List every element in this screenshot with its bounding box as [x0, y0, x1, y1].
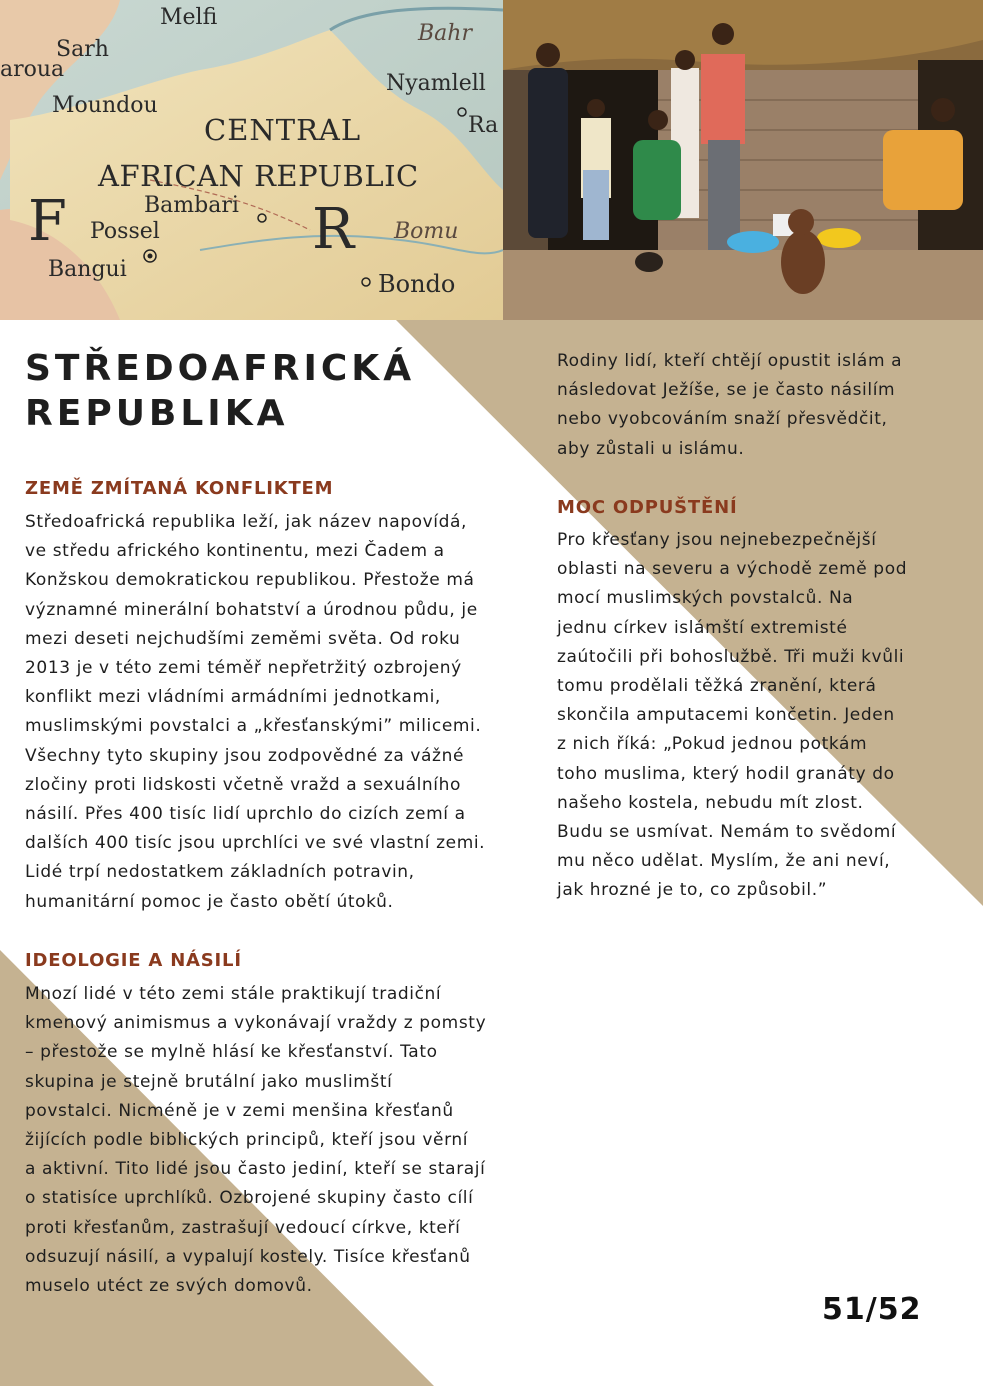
title-line-2: REPUBLIKA: [25, 393, 289, 434]
map-label: CENTRAL: [204, 113, 362, 147]
map-label: Sarh: [56, 37, 109, 62]
map-label: R: [312, 197, 355, 262]
map-label: AFRICAN REPUBLIC: [98, 159, 419, 193]
title-line-1: STŘEDOAFRICKÁ: [25, 348, 416, 389]
map-label: Bondo: [378, 270, 456, 298]
map-label: Bambari: [144, 193, 239, 218]
map-label: Nyamlell: [386, 71, 486, 96]
map-label: Bangui: [48, 257, 127, 282]
map-label: aroua: [0, 57, 65, 82]
map-photo: [0, 0, 503, 320]
section-body-families: Rodiny lidí, kteří chtějí opustit islám a následovat Ježíše, se je často násilím nebo vyobcováním snaží přesvědčit, aby zůstali u islámu.: [557, 351, 903, 459]
map-label: Bomu: [394, 219, 459, 244]
section-body-conflict: Středoafrická republika leží, jak název napovídá, ve středu afrického kontinentu, mezi Čadem a Konžskou demokratickou republikou. Přestože má významné minerální bohatství a úrodnou půdu, je mezi deseti nejchudšími zeměmi světa. Od roku 2013 je v této zemi téměř nepřetržitý ozbrojený konflikt mezi vládními armádními jednotkami, muslimskými povstalci a „křesťanskými” milicemi. Všechny tyto skupiny jsou zodpovědné za vážné zločiny proti lidskosti včetně vražd a sexuálního násilí. Přes 400 tisíc lidí uprchlo do cizích zemí a dalších 400 tisíc jsou uprchlíci ve své vlastní zemi. Lidé trpí nedostatkem základních potravin, humanitární pomoc je často obětí útoků.: [25, 512, 486, 912]
map-label: F: [28, 189, 67, 254]
section-heading-conflict: ZEMĚ ZMÍTANÁ KONFLIKTEM: [25, 478, 334, 499]
section-heading-ideology: IDEOLOGIE A NÁSILÍ: [25, 950, 242, 971]
family-photo: [503, 0, 983, 320]
page-number: 51/52: [822, 1292, 922, 1327]
map-label: Ra: [468, 113, 499, 138]
map-label: Moundou: [52, 93, 158, 118]
map-label: Melfi: [160, 5, 218, 30]
section-heading-forgiveness: MOC ODPUŠTĚNÍ: [557, 497, 738, 518]
page-title: [25, 346, 415, 436]
section-body-forgiveness: Pro křesťany jsou nejnebezpečnější oblasti na severu a východě země pod mocí muslimských povstalců. Na jednu církev islámští extremisté zaútočili při bohoslužbě. Tři muži kvůli tomu prodělali těžká zranění, která skončila amputacemi končetin. Jeden z nich říká: „Pokud jednou potkám toho muslima, který hodil granáty do našeho kostela, nebudu mít zlost. Budu se usmívat. Nemám to svědomí mu něco udělat. Myslím, že ani neví, jak hrozné je to, co způsobil.”: [557, 530, 908, 901]
map-label: Possel: [90, 219, 160, 244]
map-label: Bahr: [418, 21, 472, 46]
section-body-ideology: Mnozí lidé v této zemi stále praktikují tradiční kmenový animismus a vykonávají vraždy z pomsty – přestože se mylně hlásí ke křesťanství. Tato skupina je stejně brutální jako muslimští povstalci. Nicméně je v zemi menšina křesťanů žijících podle biblických principů, kteří jsou věrní a aktivní. Tito lidé jsou často jediní, kteří se starají o statisíce uprchlíků. Ozbrojené skupiny často cílí proti křesťanům, zastrašují vedoucí církve, kteří odsuzují násilí, a vypalují kostely. Tisíce křesťanů muselo utéct ze svých domovů.: [25, 984, 487, 1297]
